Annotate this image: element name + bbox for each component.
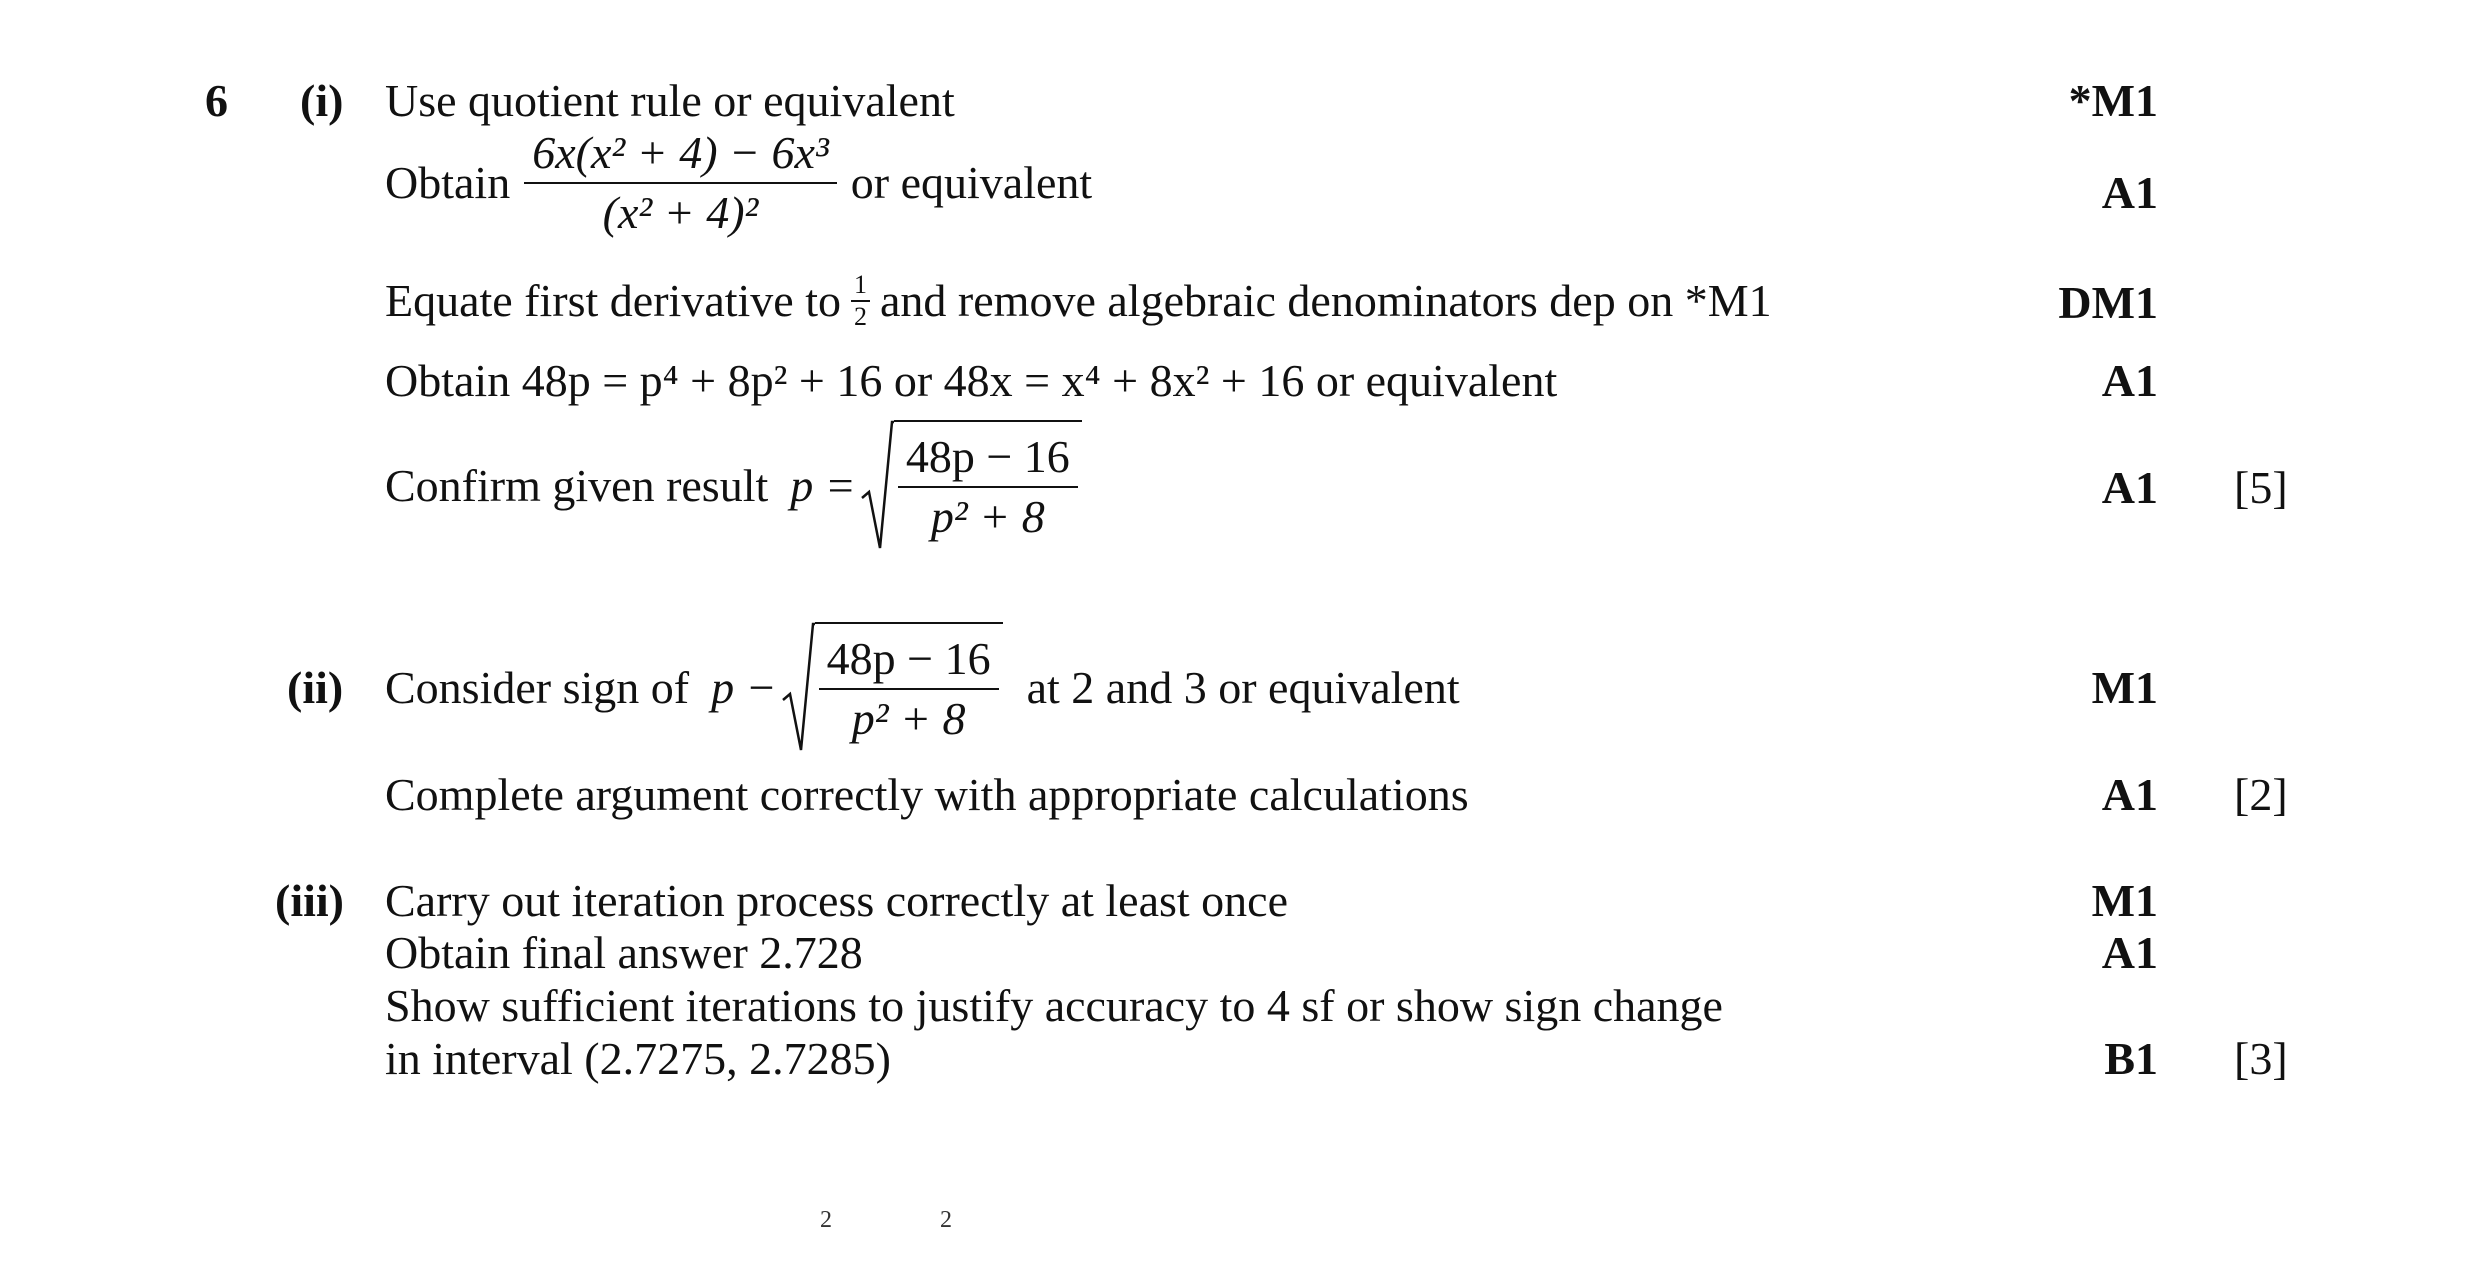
root-denominator: p² + 8 <box>930 491 1045 542</box>
root-numerator-ii: 48p − 16 <box>819 636 999 690</box>
p-minus: p − <box>711 662 777 713</box>
derivative-numerator: 6x(x² + 4) − 6x³ <box>524 130 837 184</box>
part-iii-line-3: Show sufficient iterations to justify accuracy to 4 sf or show sign change <box>385 980 1723 1031</box>
root-numerator: 48p − 16 <box>898 434 1078 488</box>
part-i-line-2 <box>385 127 1093 238</box>
derivative-denominator: (x² + 4)² <box>602 187 759 238</box>
mark-iii-1: M1 <box>2091 875 2158 926</box>
mark-ii-2: A1 <box>2101 769 2158 820</box>
total-i: [5] <box>2234 462 2288 513</box>
mark-ii-1: M1 <box>2091 662 2158 713</box>
half-fraction <box>851 272 870 330</box>
square-root-expression-ii <box>781 622 1003 754</box>
p-equals: p = <box>790 460 856 511</box>
part-label-iii: (iii) <box>275 875 344 926</box>
consider-sign-label: Consider sign of <box>385 662 690 713</box>
mark-iii-2: A1 <box>2101 927 2158 978</box>
part-i-line-5 <box>385 420 1082 552</box>
total-iii: [3] <box>2234 1033 2288 1084</box>
confirm-label: Confirm given result <box>385 460 769 511</box>
mark-i-3: DM1 <box>2058 277 2158 328</box>
or-equivalent-label: or equivalent <box>850 157 1093 208</box>
square-root-expression <box>860 420 1082 552</box>
mark-i-1: *M1 <box>2068 75 2158 126</box>
part-label-i: (i) <box>300 75 344 126</box>
part-iii-line-4: in interval (2.7275, 2.7285) <box>385 1033 891 1084</box>
derivative-fraction <box>524 127 837 238</box>
remove-denominators-text: and remove algebraic denominators dep on *M1 <box>880 275 1772 326</box>
part-ii-line-2: Complete argument correctly with appropriate calculations <box>385 769 1469 820</box>
mark-i-4: A1 <box>2101 355 2158 406</box>
equate-text: Equate first derivative to <box>385 275 842 326</box>
mark-i-2: A1 <box>2101 167 2158 218</box>
half-denominator: 2 <box>854 302 868 331</box>
at-2-and-3-text: at 2 and 3 or equivalent <box>1026 662 1460 713</box>
half-numerator: 1 <box>851 272 870 302</box>
part-iii-line-1: Carry out iteration process correctly at least once <box>385 875 1289 926</box>
mark-iii-4: B1 <box>2104 1033 2158 1084</box>
part-iii-line-2: Obtain final answer 2.728 <box>385 927 863 978</box>
radical-sign-icon <box>860 420 894 552</box>
part-i-line-3 <box>385 272 1772 330</box>
obtain-label: Obtain <box>385 157 511 208</box>
part-label-ii: (ii) <box>287 662 344 713</box>
part-i-line-1: Use quotient rule or equivalent <box>385 75 955 126</box>
part-ii-line-1 <box>385 622 1460 754</box>
part-i-line-4: Obtain 48p = p⁴ + 8p² + 16 or 48x = x⁴ + 8x² + 16 or equivalent <box>385 355 1558 406</box>
total-ii: [2] <box>2234 769 2288 820</box>
root-denominator-ii: p² + 8 <box>851 693 966 744</box>
radical-sign-icon <box>781 622 815 754</box>
question-number: 6 <box>205 75 228 126</box>
mark-i-5: A1 <box>2101 462 2158 513</box>
cutoff-fragment: 2 2 <box>820 1207 952 1233</box>
